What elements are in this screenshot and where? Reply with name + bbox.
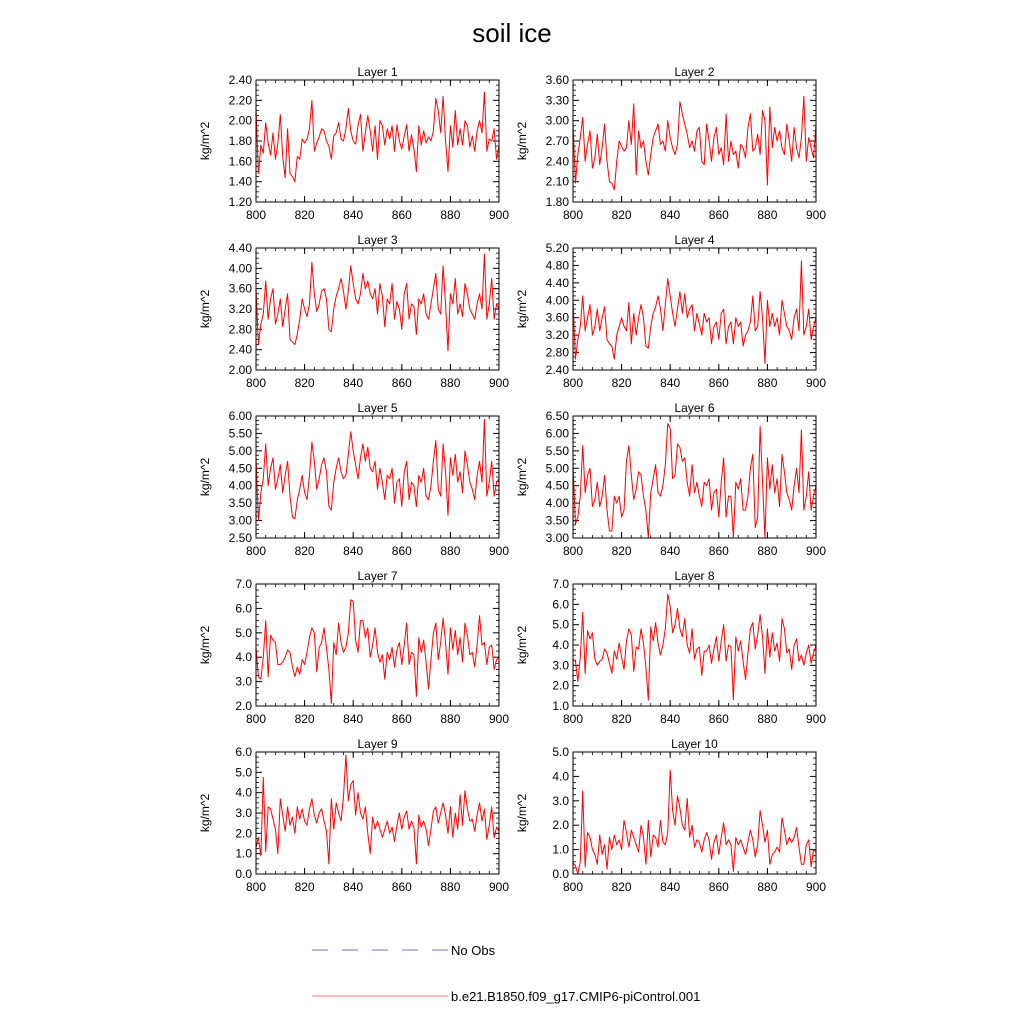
x-tick-label: 820 — [294, 376, 315, 390]
plot-frame — [573, 584, 816, 706]
y-tick-label: 2.80 — [545, 345, 569, 360]
y-tick-label: 2.20 — [228, 93, 252, 108]
x-tick-label: 800 — [245, 544, 267, 558]
y-tick-label: 4.00 — [545, 293, 569, 308]
y-tick-label: 5.0 — [235, 625, 252, 640]
series-line-model-run — [256, 254, 499, 351]
x-tick-label: 840 — [343, 208, 364, 222]
x-tick-label: 800 — [562, 208, 584, 222]
y-tick-label: 1.80 — [545, 195, 569, 209]
x-tick-label: 800 — [562, 712, 584, 726]
y-tick-label: 4.80 — [545, 258, 569, 273]
x-tick-label: 840 — [660, 880, 681, 894]
y-tick-label: 3.00 — [545, 531, 569, 545]
y-axis-label: kg/m^2 — [515, 793, 529, 833]
series-line-model-run — [573, 594, 816, 700]
y-tick-label: 2.0 — [235, 699, 252, 713]
y-axis-label: kg/m^2 — [515, 625, 529, 665]
y-tick-label: 2.50 — [228, 531, 252, 545]
y-tick-label: 4.00 — [228, 261, 252, 276]
y-tick-label: 5.50 — [228, 426, 252, 441]
x-tick-label: 840 — [660, 544, 681, 558]
y-tick-label: 0.0 — [552, 867, 569, 881]
y-tick-label: 3.50 — [228, 496, 252, 511]
x-tick-label: 900 — [805, 208, 827, 222]
y-tick-label: 6.0 — [235, 601, 252, 616]
y-tick-label: 3.50 — [545, 513, 569, 528]
x-tick-label: 900 — [805, 880, 827, 894]
panel-title: Layer 7 — [357, 569, 398, 583]
series-line-model-run — [573, 261, 816, 363]
x-tick-label: 800 — [562, 376, 584, 390]
x-tick-label: 900 — [488, 376, 510, 390]
x-tick-label: 800 — [245, 712, 267, 726]
y-tick-label: 3.0 — [552, 793, 569, 808]
x-tick-label: 880 — [440, 544, 461, 558]
y-tick-label: 3.20 — [545, 328, 569, 343]
y-tick-label: 2.40 — [228, 342, 252, 357]
plot-frame — [256, 752, 499, 874]
plot-frame — [573, 752, 816, 874]
x-tick-label: 860 — [708, 544, 729, 558]
x-tick-label: 880 — [440, 376, 461, 390]
panel-title: Layer 8 — [674, 569, 715, 583]
x-tick-label: 820 — [611, 712, 632, 726]
series-line-model-run — [573, 96, 816, 190]
x-tick-label: 840 — [343, 712, 364, 726]
series-line-model-run — [256, 92, 499, 181]
legend — [312, 943, 700, 1004]
panel-layer-5 — [198, 401, 509, 558]
y-tick-label: 2.70 — [545, 134, 569, 148]
y-tick-label: 3.0 — [235, 806, 252, 820]
x-tick-label: 860 — [391, 208, 412, 222]
y-tick-label: 5.00 — [228, 443, 252, 458]
x-tick-label: 840 — [343, 376, 364, 390]
x-tick-label: 900 — [805, 376, 827, 390]
x-tick-label: 860 — [391, 376, 412, 390]
x-tick-label: 820 — [294, 544, 315, 558]
y-axis-label: kg/m^2 — [515, 121, 529, 161]
y-tick-label: 4.0 — [235, 650, 252, 665]
y-tick-label: 2.0 — [235, 826, 252, 841]
y-tick-label: 4.40 — [228, 241, 252, 255]
y-tick-label: 5.50 — [545, 443, 569, 458]
panel-layer-10 — [515, 737, 826, 894]
x-tick-label: 900 — [488, 544, 510, 558]
panel-title: Layer 6 — [674, 401, 715, 415]
y-tick-label: 2.40 — [228, 73, 252, 87]
x-tick-label: 880 — [757, 712, 778, 726]
y-tick-label: 4.00 — [545, 496, 569, 511]
legend-label-model-run: b.e21.B1850.f09_g17.CMIP6-piControl.001 — [451, 989, 701, 1004]
y-tick-label: 1.0 — [235, 846, 252, 861]
y-tick-label: 6.00 — [228, 409, 252, 423]
x-tick-label: 900 — [805, 544, 827, 558]
panel-title: Layer 10 — [671, 737, 718, 751]
series-line-model-run — [256, 419, 499, 520]
y-tick-label: 2.00 — [228, 113, 252, 128]
y-axis-label: kg/m^2 — [198, 121, 212, 161]
x-tick-label: 900 — [805, 712, 827, 726]
plot-frame — [573, 248, 816, 370]
plot-frame — [573, 80, 816, 202]
x-tick-label: 820 — [611, 880, 632, 894]
y-tick-label: 3.0 — [552, 658, 569, 673]
panel-title: Layer 3 — [357, 233, 398, 247]
x-tick-label: 800 — [245, 376, 267, 390]
y-tick-label: 1.20 — [228, 195, 252, 209]
series-line-model-run — [256, 600, 499, 704]
y-tick-label: 4.40 — [545, 275, 569, 290]
x-tick-label: 820 — [294, 712, 315, 726]
x-tick-label: 860 — [391, 880, 412, 894]
x-tick-label: 880 — [757, 208, 778, 222]
x-tick-label: 840 — [343, 880, 364, 894]
y-tick-label: 6.50 — [545, 409, 569, 423]
legend-label-no-obs: No Obs — [451, 943, 496, 958]
plot-frame — [256, 584, 499, 706]
y-tick-label: 7.0 — [235, 577, 252, 591]
x-tick-label: 860 — [708, 376, 729, 390]
panel-layer-9 — [198, 737, 509, 894]
y-tick-label: 5.0 — [552, 617, 569, 632]
y-axis-label: kg/m^2 — [198, 289, 212, 329]
x-tick-label: 880 — [757, 880, 778, 894]
x-tick-label: 900 — [488, 880, 510, 894]
y-axis-label: kg/m^2 — [515, 457, 529, 497]
panel-title: Layer 5 — [357, 401, 398, 415]
y-tick-label: 3.60 — [228, 281, 252, 296]
x-tick-label: 860 — [708, 208, 729, 222]
y-tick-label: 2.40 — [545, 154, 569, 169]
y-tick-label: 2.00 — [228, 363, 252, 377]
y-tick-label: 1.80 — [228, 134, 252, 148]
x-tick-label: 840 — [660, 376, 681, 390]
x-tick-label: 900 — [488, 208, 510, 222]
y-tick-label: 6.0 — [235, 745, 252, 759]
x-tick-label: 880 — [757, 544, 778, 558]
panel-title: Layer 2 — [674, 65, 715, 79]
y-tick-label: 3.20 — [228, 302, 252, 316]
series-line-model-run — [573, 424, 816, 538]
y-axis-label: kg/m^2 — [515, 289, 529, 329]
y-tick-label: 4.00 — [228, 478, 252, 493]
y-tick-label: 6.00 — [545, 426, 569, 441]
x-tick-label: 840 — [660, 208, 681, 222]
x-tick-label: 820 — [294, 208, 315, 222]
x-tick-label: 820 — [611, 376, 632, 390]
x-tick-label: 800 — [245, 880, 267, 894]
y-tick-label: 1.0 — [552, 699, 569, 713]
y-tick-label: 5.20 — [545, 241, 569, 255]
panel-title: Layer 9 — [357, 737, 398, 751]
y-tick-label: 3.30 — [545, 93, 569, 108]
panel-layer-7 — [198, 569, 509, 726]
y-tick-label: 2.10 — [545, 174, 569, 189]
y-tick-label: 4.0 — [552, 769, 569, 784]
panel-title: Layer 1 — [357, 65, 398, 79]
y-tick-label: 6.0 — [552, 597, 569, 612]
y-axis-label: kg/m^2 — [198, 625, 212, 665]
y-tick-label: 7.0 — [552, 577, 569, 591]
y-tick-label: 1.60 — [228, 154, 252, 169]
x-tick-label: 860 — [391, 544, 412, 558]
x-tick-label: 880 — [440, 712, 461, 726]
x-tick-label: 840 — [343, 544, 364, 558]
plot-frame — [573, 416, 816, 538]
x-tick-label: 880 — [440, 880, 461, 894]
y-tick-label: 2.0 — [552, 818, 569, 833]
x-tick-label: 900 — [488, 712, 510, 726]
y-tick-label: 4.50 — [545, 478, 569, 493]
y-tick-label: 0.0 — [235, 867, 252, 881]
panel-layer-4 — [515, 233, 826, 390]
y-tick-label: 3.60 — [545, 73, 569, 87]
y-tick-label: 3.60 — [545, 310, 569, 325]
y-axis-label: kg/m^2 — [198, 457, 212, 497]
y-tick-label: 2.40 — [545, 363, 569, 377]
panel-grid — [198, 65, 826, 894]
plot-frame — [256, 416, 499, 538]
y-tick-label: 2.0 — [552, 678, 569, 693]
x-tick-label: 800 — [562, 544, 584, 558]
y-tick-label: 1.0 — [552, 842, 569, 857]
series-line-model-run — [573, 770, 816, 874]
figure-title: soil ice — [472, 18, 552, 48]
panel-layer-6 — [515, 401, 826, 558]
y-tick-label: 1.40 — [228, 174, 252, 189]
y-tick-label: 3.00 — [545, 113, 569, 128]
x-tick-label: 880 — [440, 208, 461, 222]
y-tick-label: 5.0 — [552, 745, 569, 759]
x-tick-label: 860 — [708, 712, 729, 726]
y-tick-label: 4.50 — [228, 461, 252, 476]
panel-layer-8 — [515, 569, 826, 726]
series-line-model-run — [256, 755, 499, 864]
y-tick-label: 4.0 — [235, 785, 252, 800]
y-tick-label: 5.0 — [235, 765, 252, 780]
x-tick-label: 820 — [611, 544, 632, 558]
x-tick-label: 860 — [708, 880, 729, 894]
x-tick-label: 860 — [391, 712, 412, 726]
y-tick-label: 2.80 — [228, 322, 252, 337]
panel-layer-3 — [198, 233, 509, 390]
y-tick-label: 4.0 — [552, 638, 569, 652]
x-tick-label: 820 — [294, 880, 315, 894]
y-axis-label: kg/m^2 — [198, 793, 212, 833]
x-tick-label: 840 — [660, 712, 681, 726]
y-tick-label: 5.00 — [545, 461, 569, 476]
x-tick-label: 820 — [611, 208, 632, 222]
y-tick-label: 3.0 — [235, 674, 252, 689]
panel-layer-1 — [198, 65, 509, 222]
panel-title: Layer 4 — [674, 233, 715, 247]
x-tick-label: 880 — [757, 376, 778, 390]
y-tick-label: 3.00 — [228, 513, 252, 528]
x-tick-label: 800 — [245, 208, 267, 222]
x-tick-label: 800 — [562, 880, 584, 894]
panel-layer-2 — [515, 65, 826, 222]
